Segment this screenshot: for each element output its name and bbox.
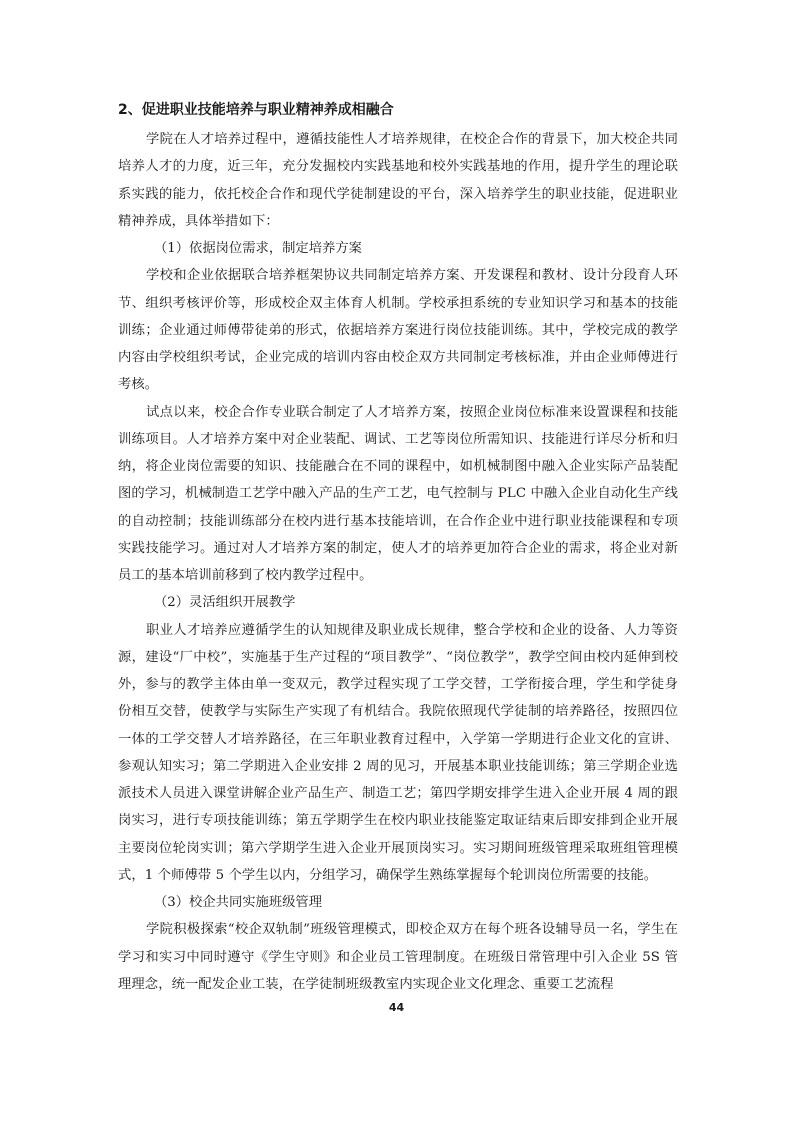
intro-paragraph: 学院在人才培养过程中，遵循技能性人才培养规律，在校企合作的背景下，加大校企共同培养人才的力度，近三年，充分发掘校内实践基地和校外实践基地的作用，提升学生的理论联系实践的能力，依托校企合作和现代学徒制建设的平台，深入培养学生的职业技能，促进职业精神养成，具体举措如下：: [118, 132, 678, 229]
page-number: 44: [388, 1001, 405, 1014]
page-body: [118, 100, 678, 998]
subsection-1-paragraph-2: 试点以来，校企合作专业联合制定了人才培养方案，按照企业岗位标准来设置课程和技能训练项目。人才培养方案中对企业装配、调试、工艺等岗位所需知识、技能进行详尽分析和归纳，将企业岗位需要的知识、技能融合在不同的课程中，如机械制图中融入企业实际产品装配图的学习，机械制造工艺学中融入产品的生产工艺，电气控制与 PLC 中融入企业自动化生产线的自动控制；技能训练部分在校内进行基本技能培训，在合作企业中进行职业技能课程和专项实践技能学习。通过对人才培养方案的制定，使人才的培养更加符合企业的需求，将企业对新员工的基本培训前移到了校内教学过程中。: [118, 404, 678, 583]
subsection-1-paragraph-1: 学校和企业依据联合培养框架协议共同制定培养方案、开发课程和教材、设计分段育人环节、组织考核评价等，形成校企双主体育人机制。学校承担系统的专业知识学习和基本的技能训练；企业通过师傅带徒弟的形式，依据培养方案进行岗位技能训练。其中，学校完成的教学内容由学校组织考试，企业完成的培训内容由校企双方共同制定考核标准，并由企业师傅进行考核。: [118, 268, 678, 393]
subsection-2-paragraph-1: 职业人才培养应遵循学生的认知规律及职业成长规律，整合学校和企业的设备、人力等资源，建设“厂中校”，实施基于生产过程的“项目教学”、“岗位教学”，教学空间由校内延伸到校外，参与的教学主体由单一变双元，教学过程实现了工学交替，工学衔接合理，学生和学徒身份相互交替，使教学与实际生产实现了有机结合。我院依照现代学徒制的培养路径，按照四位一体的工学交替人才培养路径，在三年职业教育过程中，入学第一学期进行企业文化的宣讲、参观认知实习；第二学期进入企业安排 2 周的见习，开展基本职业技能训练；第三学期企业选派技术人员进入课堂讲解企业产品生产、制造工艺；第四学期安排学生进入企业开展 4 周的跟岗实习，进行专项技能训练；第五学期学生在校内职业技能鉴定取证结束后即安排到企业开展主要岗位轮岗实训；第六学期学生进入企业开展顶岗实习。实习期间班级管理采取班组管理模式，1 个师傅带 5 个学生以内，分组学习，确保学生熟练掌握每个轮训岗位所需要的技能。: [118, 622, 678, 883]
subsection-heading-3: （3）校企共同实施班级管理: [154, 895, 323, 910]
subsection-heading-1: （1）依据岗位需求，制定培养方案: [154, 241, 362, 256]
subsection-3-paragraph-1: 学院积极探索“校企双轨制”班级管理模式，即校企双方在每个班各设辅导员一名，学生在学习和实习中同时遵守《学生守则》和企业员工管理制度。在班级日常管理中引入企业 5S 管理理念，统一配发企业工装，在学徒制班级教室内实现企业文化理念、重要工艺流程: [118, 922, 678, 992]
subsection-heading-2: （2）灵活组织开展教学: [154, 595, 296, 611]
section-heading: 2、促进职业技能培养与职业精神养成相融合: [118, 102, 394, 118]
